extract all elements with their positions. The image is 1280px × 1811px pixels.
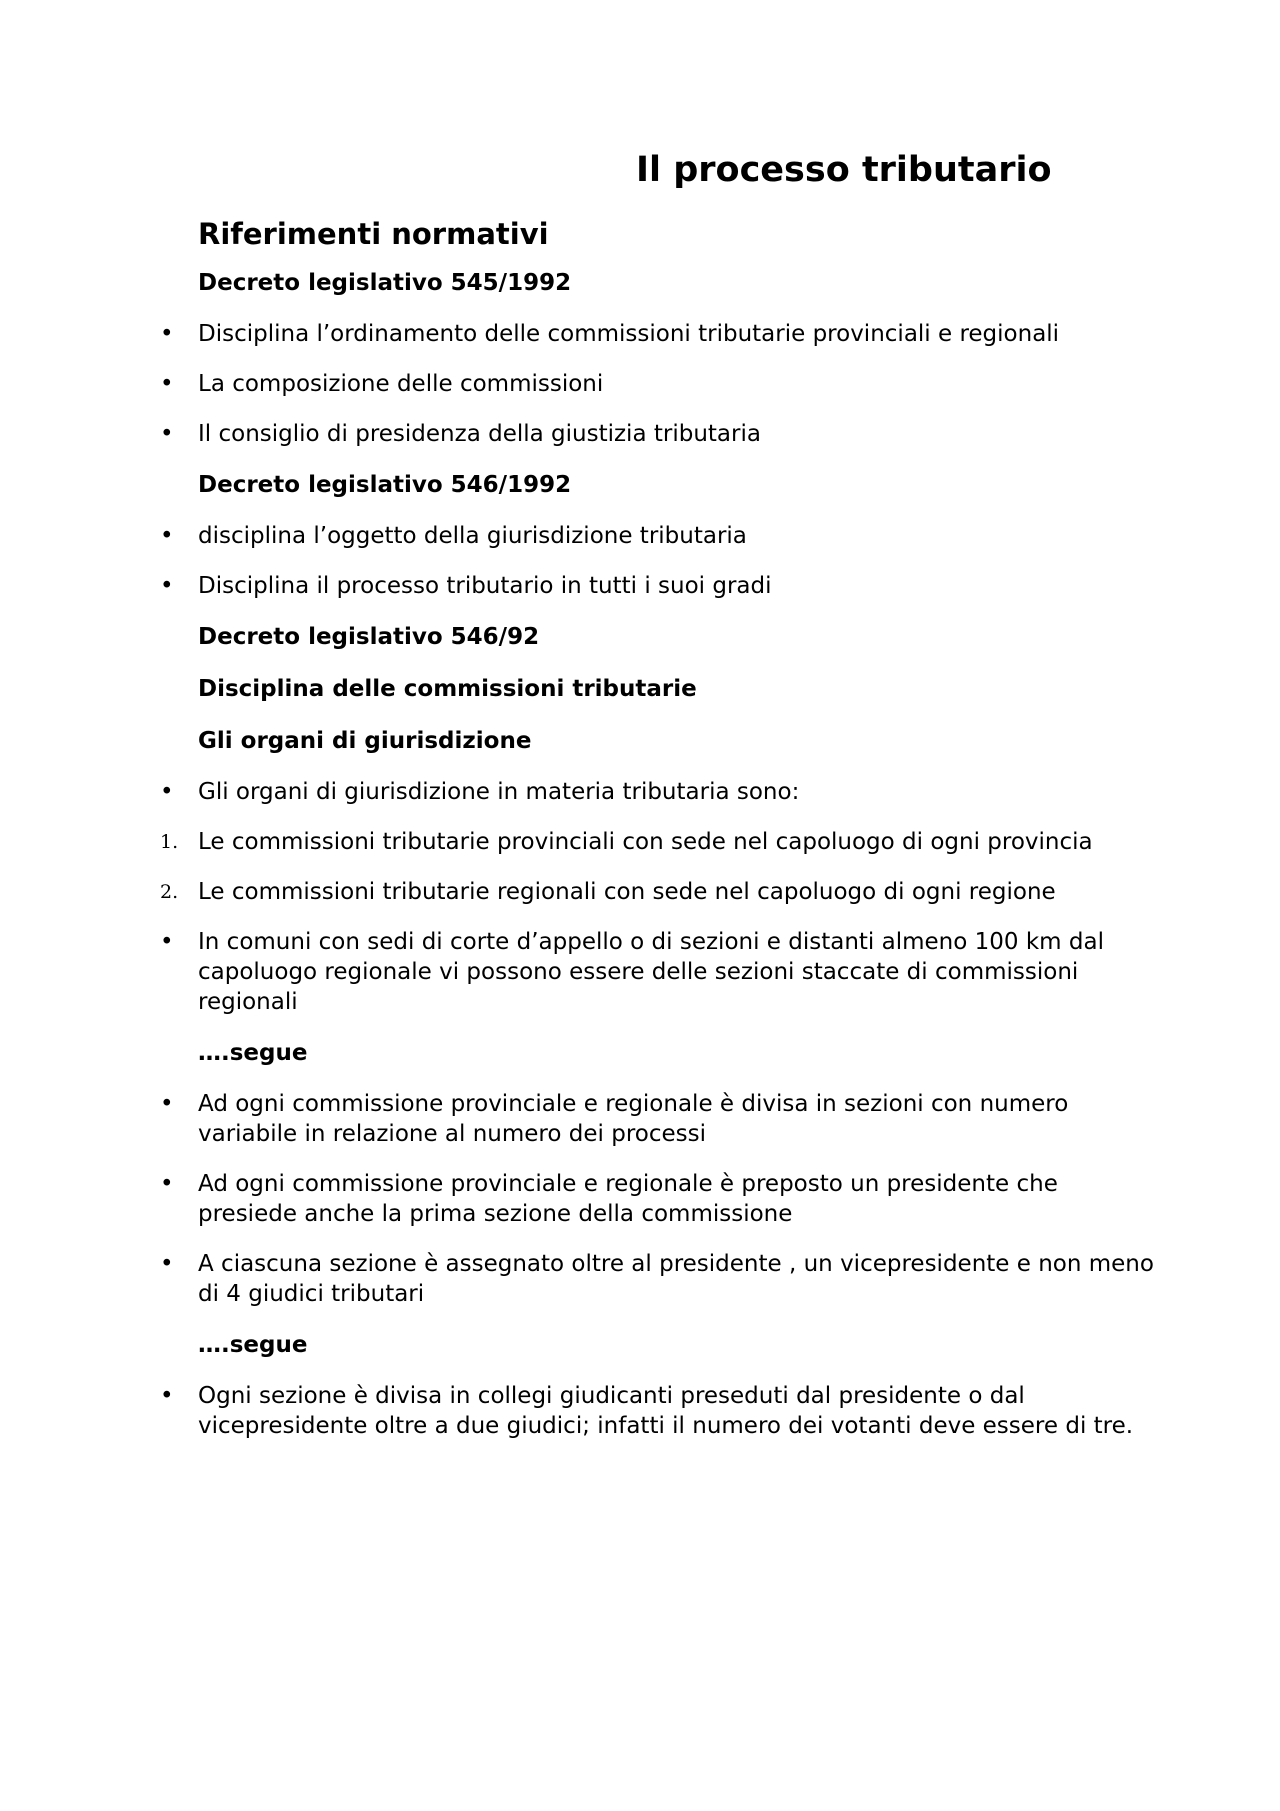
subsection-heading: Decreto legislativo 545/1992 xyxy=(198,270,572,296)
list-item-text: La composizione delle commissioni xyxy=(198,371,604,397)
bullet-list-item xyxy=(160,419,1160,449)
numbered-list-item xyxy=(160,877,1160,907)
list-item-text: Disciplina l’ordinamento delle commissioni tributarie provinciali e regionali xyxy=(198,321,1060,347)
list-item-text: disciplina l’oggetto della giurisdizione tributaria xyxy=(198,523,747,549)
bullet-list-item xyxy=(160,777,1160,807)
bullet-list-item xyxy=(160,521,1160,551)
page-title: Il processo tributario xyxy=(636,150,1052,190)
bullet-list-item xyxy=(160,1089,1160,1149)
bullet-icon: • xyxy=(160,1091,174,1117)
list-item-text: Le commissioni tributarie provinciali con sede nel capoluogo di ogni provincia xyxy=(198,829,1093,855)
list-item-text: Ad ogni commissione provinciale e regionale è preposto un presidente che presiede anche la prima sezione della commissione xyxy=(198,1171,1058,1227)
document-body xyxy=(160,211,1160,1461)
bullet-icon: • xyxy=(160,371,174,397)
bullet-icon: • xyxy=(160,421,174,447)
subsection-heading: Disciplina delle commissioni tributarie xyxy=(198,676,697,702)
bullet-list-item xyxy=(160,1381,1160,1441)
bullet-icon: • xyxy=(160,523,174,549)
subsection-heading: ….segue xyxy=(198,1040,308,1066)
subsection-heading: ….segue xyxy=(198,1332,308,1358)
bullet-icon: • xyxy=(160,1251,174,1277)
bullet-list-item xyxy=(160,571,1160,601)
bullet-list-item xyxy=(160,319,1160,349)
bullet-icon: • xyxy=(160,321,174,347)
list-item-text: In comuni con sedi di corte d’appello o di sezioni e distanti almeno 100 km dal capoluogo regionale vi possono essere delle sezioni staccate di commissioni regionali xyxy=(198,929,1104,1015)
list-item-text: Il consiglio di presidenza della giustizia tributaria xyxy=(198,421,761,447)
list-item-text: Ogni sezione è divisa in collegi giudicanti preseduti dal presidente o dal vicepresidente oltre a due giudici; infatti il numero dei votanti deve essere di tre. xyxy=(198,1383,1134,1439)
subsection-heading: Decreto legislativo 546/1992 xyxy=(198,472,572,498)
bullet-icon: • xyxy=(160,779,174,805)
list-item-text: Gli organi di giurisdizione in materia tributaria sono: xyxy=(198,779,800,805)
bullet-icon: • xyxy=(160,929,174,955)
bullet-icon: • xyxy=(160,1171,174,1197)
bullet-list-item xyxy=(160,1249,1160,1309)
list-item-text: A ciascuna sezione è assegnato oltre al presidente , un vicepresidente e non meno di 4 giudici tributari xyxy=(198,1251,1154,1307)
bullet-list-item xyxy=(160,369,1160,399)
bullet-list-item xyxy=(160,927,1160,1017)
numbered-list-item xyxy=(160,827,1160,857)
list-item-text: Disciplina il processo tributario in tutti i suoi gradi xyxy=(198,573,772,599)
list-item-text: Le commissioni tributarie regionali con sede nel capoluogo di ogni regione xyxy=(198,879,1056,905)
list-number: 1. xyxy=(160,831,179,853)
bullet-icon: • xyxy=(160,1383,174,1409)
section-heading: Riferimenti normativi xyxy=(198,217,549,251)
bullet-list-item xyxy=(160,1169,1160,1229)
list-item-text: Ad ogni commissione provinciale e regionale è divisa in sezioni con numero variabile in relazione al numero dei processi xyxy=(198,1091,1069,1147)
subsection-heading: Decreto legislativo 546/92 xyxy=(198,624,540,650)
subsection-heading: Gli organi di giurisdizione xyxy=(198,728,532,754)
bullet-icon: • xyxy=(160,573,174,599)
list-number: 2. xyxy=(160,881,179,903)
